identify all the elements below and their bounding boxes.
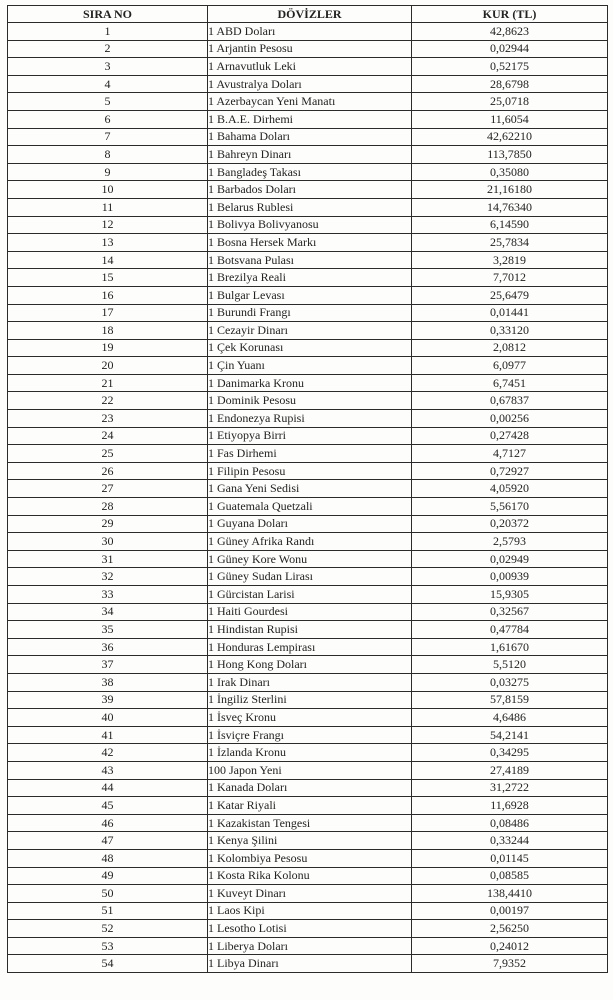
row-number: 53 (8, 937, 208, 955)
exchange-rate: 25,6479 (412, 286, 608, 304)
row-number: 29 (8, 515, 208, 533)
row-number: 36 (8, 638, 208, 656)
exchange-rate: 57,8159 (412, 691, 608, 709)
currency-name: 1 Liberya Doları (208, 937, 412, 955)
exchange-rate: 0,02944 (412, 40, 608, 58)
row-number: 47 (8, 832, 208, 850)
exchange-rate: 2,5793 (412, 533, 608, 551)
header-row (8, 6, 608, 23)
row-number: 2 (8, 40, 208, 58)
row-number: 13 (8, 234, 208, 252)
table-row (8, 814, 608, 832)
table-row (8, 23, 608, 41)
currency-name: 1 İngiliz Sterlini (208, 691, 412, 709)
row-number: 39 (8, 691, 208, 709)
row-number: 12 (8, 216, 208, 234)
exchange-rate: 4,05920 (412, 480, 608, 498)
table-row (8, 726, 608, 744)
row-number: 50 (8, 885, 208, 903)
exchange-rate: 2,56250 (412, 920, 608, 938)
row-number: 23 (8, 410, 208, 428)
row-number: 38 (8, 673, 208, 691)
row-number: 15 (8, 269, 208, 287)
table-row (8, 163, 608, 181)
row-number: 35 (8, 621, 208, 639)
currency-name: 1 Bolivya Bolivyanosu (208, 216, 412, 234)
table-row (8, 515, 608, 533)
row-number: 49 (8, 867, 208, 885)
table-row (8, 638, 608, 656)
exchange-rate: 1,61670 (412, 638, 608, 656)
currency-name: 1 Gana Yeni Sedisi (208, 480, 412, 498)
exchange-rate: 3,2819 (412, 251, 608, 269)
row-number: 28 (8, 498, 208, 516)
table-header (8, 6, 608, 23)
row-number: 30 (8, 533, 208, 551)
currency-name: 1 Katar Riyali (208, 797, 412, 815)
currency-name: 1 Etiyopya Birri (208, 427, 412, 445)
table-row (8, 58, 608, 76)
table-row (8, 110, 608, 128)
exchange-rate: 42,62210 (412, 128, 608, 146)
table-row (8, 867, 608, 885)
currency-name: 1 Burundi Frangı (208, 304, 412, 322)
table-row (8, 304, 608, 322)
exchange-rate: 0,33244 (412, 832, 608, 850)
currency-name: 1 Azerbaycan Yeni Manatı (208, 93, 412, 111)
exchange-rate: 0,47784 (412, 621, 608, 639)
currency-name: 1 Bahama Doları (208, 128, 412, 146)
row-number: 41 (8, 726, 208, 744)
table-row (8, 832, 608, 850)
table-row (8, 181, 608, 199)
currency-name: 1 Filipin Pesosu (208, 462, 412, 480)
row-number: 7 (8, 128, 208, 146)
currency-name: 1 Danimarka Kronu (208, 374, 412, 392)
currency-name: 1 Kolombiya Pesosu (208, 849, 412, 867)
currency-name: 1 Gürcistan Larisi (208, 586, 412, 604)
row-number: 5 (8, 93, 208, 111)
exchange-rate: 0,00197 (412, 902, 608, 920)
currency-name: 1 Guatemala Quetzali (208, 498, 412, 516)
currency-name: 1 Guyana Doları (208, 515, 412, 533)
row-number: 51 (8, 902, 208, 920)
currency-name: 1 Botsvana Pulası (208, 251, 412, 269)
row-number: 4 (8, 75, 208, 93)
exchange-rate: 0,72927 (412, 462, 608, 480)
exchange-rate: 0,20372 (412, 515, 608, 533)
row-number: 46 (8, 814, 208, 832)
currency-name: 100 Japon Yeni (208, 761, 412, 779)
exchange-rate: 54,2141 (412, 726, 608, 744)
table-row (8, 322, 608, 340)
table-row (8, 357, 608, 375)
table-row (8, 673, 608, 691)
row-number: 43 (8, 761, 208, 779)
currency-name: 1 Haiti Gourdesi (208, 603, 412, 621)
exchange-rate: 4,7127 (412, 445, 608, 463)
row-number: 25 (8, 445, 208, 463)
table-row (8, 849, 608, 867)
exchange-rate: 0,01441 (412, 304, 608, 322)
table-row (8, 937, 608, 955)
table-row (8, 40, 608, 58)
currency-name: 1 Arjantin Pesosu (208, 40, 412, 58)
row-number: 44 (8, 779, 208, 797)
currency-name: 1 İsveç Kronu (208, 709, 412, 727)
row-number: 20 (8, 357, 208, 375)
currency-name: 1 İsviçre Frangı (208, 726, 412, 744)
currency-name: 1 Endonezya Rupisi (208, 410, 412, 428)
currency-name: 1 Bangladeş Takası (208, 163, 412, 181)
exchange-rate: 0,34295 (412, 744, 608, 762)
exchange-rate: 5,5120 (412, 656, 608, 674)
row-number: 34 (8, 603, 208, 621)
exchange-rate: 6,0977 (412, 357, 608, 375)
exchange-rate: 11,6928 (412, 797, 608, 815)
table-row (8, 621, 608, 639)
row-number: 1 (8, 23, 208, 41)
currency-name: 1 Hindistan Rupisi (208, 621, 412, 639)
row-number: 37 (8, 656, 208, 674)
currency-name: 1 İzlanda Kronu (208, 744, 412, 762)
exchange-rate: 14,76340 (412, 198, 608, 216)
row-number: 3 (8, 58, 208, 76)
table-row (8, 744, 608, 762)
row-number: 52 (8, 920, 208, 938)
table-row (8, 761, 608, 779)
currency-name: 1 Güney Kore Wonu (208, 550, 412, 568)
exchange-rate: 11,6054 (412, 110, 608, 128)
currency-name: 1 Güney Afrika Randı (208, 533, 412, 551)
currency-name: 1 Irak Dinarı (208, 673, 412, 691)
row-number: 6 (8, 110, 208, 128)
table-row (8, 480, 608, 498)
exchange-rate: 0,08486 (412, 814, 608, 832)
currency-name: 1 Kosta Rika Kolonu (208, 867, 412, 885)
table-row (8, 550, 608, 568)
exchange-rate-table (7, 5, 608, 973)
exchange-rate: 15,9305 (412, 586, 608, 604)
row-number: 26 (8, 462, 208, 480)
currency-name: 1 Belarus Rublesi (208, 198, 412, 216)
currency-name: 1 Honduras Lempirası (208, 638, 412, 656)
exchange-rate: 138,4410 (412, 885, 608, 903)
currency-name: 1 Laos Kipi (208, 902, 412, 920)
exchange-rate: 21,16180 (412, 181, 608, 199)
currency-name: 1 Çin Yuanı (208, 357, 412, 375)
exchange-rate: 31,2722 (412, 779, 608, 797)
currency-name: 1 Kenya Şilini (208, 832, 412, 850)
row-number: 32 (8, 568, 208, 586)
exchange-rate: 0,27428 (412, 427, 608, 445)
exchange-rate: 0,24012 (412, 937, 608, 955)
table-row (8, 251, 608, 269)
row-number: 42 (8, 744, 208, 762)
currency-name: 1 Barbados Doları (208, 181, 412, 199)
table-body (8, 23, 608, 973)
row-number: 9 (8, 163, 208, 181)
row-number: 18 (8, 322, 208, 340)
exchange-rate: 113,7850 (412, 146, 608, 164)
table-row (8, 902, 608, 920)
exchange-rate: 0,00256 (412, 410, 608, 428)
currency-name: 1 Fas Dirhemi (208, 445, 412, 463)
exchange-rate: 25,0718 (412, 93, 608, 111)
table-row (8, 410, 608, 428)
exchange-rate: 27,4189 (412, 761, 608, 779)
table-row (8, 885, 608, 903)
currency-name: 1 Libya Dinarı (208, 955, 412, 973)
row-number: 27 (8, 480, 208, 498)
exchange-rate: 0,35080 (412, 163, 608, 181)
exchange-rate: 5,56170 (412, 498, 608, 516)
table-row (8, 234, 608, 252)
currency-name: 1 Hong Kong Doları (208, 656, 412, 674)
currency-name: 1 Dominik Pesosu (208, 392, 412, 410)
currency-name: 1 B.A.E. Dirhemi (208, 110, 412, 128)
table-row (8, 709, 608, 727)
exchange-rate: 6,7451 (412, 374, 608, 392)
header-dovizler: DÖVİZLER (208, 6, 412, 23)
table-row (8, 568, 608, 586)
row-number: 10 (8, 181, 208, 199)
table-row (8, 128, 608, 146)
row-number: 17 (8, 304, 208, 322)
exchange-rate: 0,01145 (412, 849, 608, 867)
exchange-rate: 28,6798 (412, 75, 608, 93)
currency-name: 1 Avustralya Doları (208, 75, 412, 93)
table-row (8, 216, 608, 234)
exchange-rate: 7,9352 (412, 955, 608, 973)
exchange-rate: 2,0812 (412, 339, 608, 357)
currency-name: 1 Cezayir Dinarı (208, 322, 412, 340)
table-row (8, 427, 608, 445)
table-row (8, 586, 608, 604)
exchange-rate: 0,00939 (412, 568, 608, 586)
exchange-rate: 6,14590 (412, 216, 608, 234)
row-number: 33 (8, 586, 208, 604)
row-number: 19 (8, 339, 208, 357)
currency-name: 1 Güney Sudan Lirası (208, 568, 412, 586)
exchange-rate: 0,32567 (412, 603, 608, 621)
row-number: 31 (8, 550, 208, 568)
table-row (8, 656, 608, 674)
exchange-rate: 0,02949 (412, 550, 608, 568)
currency-name: 1 ABD Doları (208, 23, 412, 41)
exchange-rate: 42,8623 (412, 23, 608, 41)
currency-name: 1 Bulgar Levası (208, 286, 412, 304)
currency-name: 1 Kuveyt Dinarı (208, 885, 412, 903)
table-row (8, 533, 608, 551)
table-row (8, 797, 608, 815)
exchange-rate-sheet (7, 5, 608, 973)
table-row (8, 198, 608, 216)
table-row (8, 445, 608, 463)
table-row (8, 779, 608, 797)
row-number: 16 (8, 286, 208, 304)
exchange-rate: 0,52175 (412, 58, 608, 76)
row-number: 45 (8, 797, 208, 815)
row-number: 40 (8, 709, 208, 727)
exchange-rate: 25,7834 (412, 234, 608, 252)
row-number: 22 (8, 392, 208, 410)
exchange-rate: 4,6486 (412, 709, 608, 727)
table-row (8, 75, 608, 93)
table-row (8, 93, 608, 111)
currency-name: 1 Çek Korunası (208, 339, 412, 357)
row-number: 14 (8, 251, 208, 269)
table-row (8, 146, 608, 164)
table-row (8, 339, 608, 357)
table-row (8, 374, 608, 392)
header-sira-no: SIRA NO (8, 6, 208, 23)
currency-name: 1 Arnavutluk Leki (208, 58, 412, 76)
table-row (8, 269, 608, 287)
table-row (8, 920, 608, 938)
table-row (8, 462, 608, 480)
row-number: 24 (8, 427, 208, 445)
row-number: 8 (8, 146, 208, 164)
exchange-rate: 7,7012 (412, 269, 608, 287)
row-number: 11 (8, 198, 208, 216)
currency-name: 1 Brezilya Reali (208, 269, 412, 287)
header-kur: KUR (TL) (412, 6, 608, 23)
currency-name: 1 Kazakistan Tengesi (208, 814, 412, 832)
currency-name: 1 Kanada Doları (208, 779, 412, 797)
table-row (8, 955, 608, 973)
table-row (8, 498, 608, 516)
exchange-rate: 0,03275 (412, 673, 608, 691)
table-row (8, 392, 608, 410)
table-row (8, 691, 608, 709)
exchange-rate: 0,08585 (412, 867, 608, 885)
table-row (8, 286, 608, 304)
exchange-rate: 0,33120 (412, 322, 608, 340)
row-number: 21 (8, 374, 208, 392)
currency-name: 1 Bahreyn Dinarı (208, 146, 412, 164)
row-number: 54 (8, 955, 208, 973)
row-number: 48 (8, 849, 208, 867)
exchange-rate: 0,67837 (412, 392, 608, 410)
currency-name: 1 Bosna Hersek Markı (208, 234, 412, 252)
table-row (8, 603, 608, 621)
currency-name: 1 Lesotho Lotisi (208, 920, 412, 938)
